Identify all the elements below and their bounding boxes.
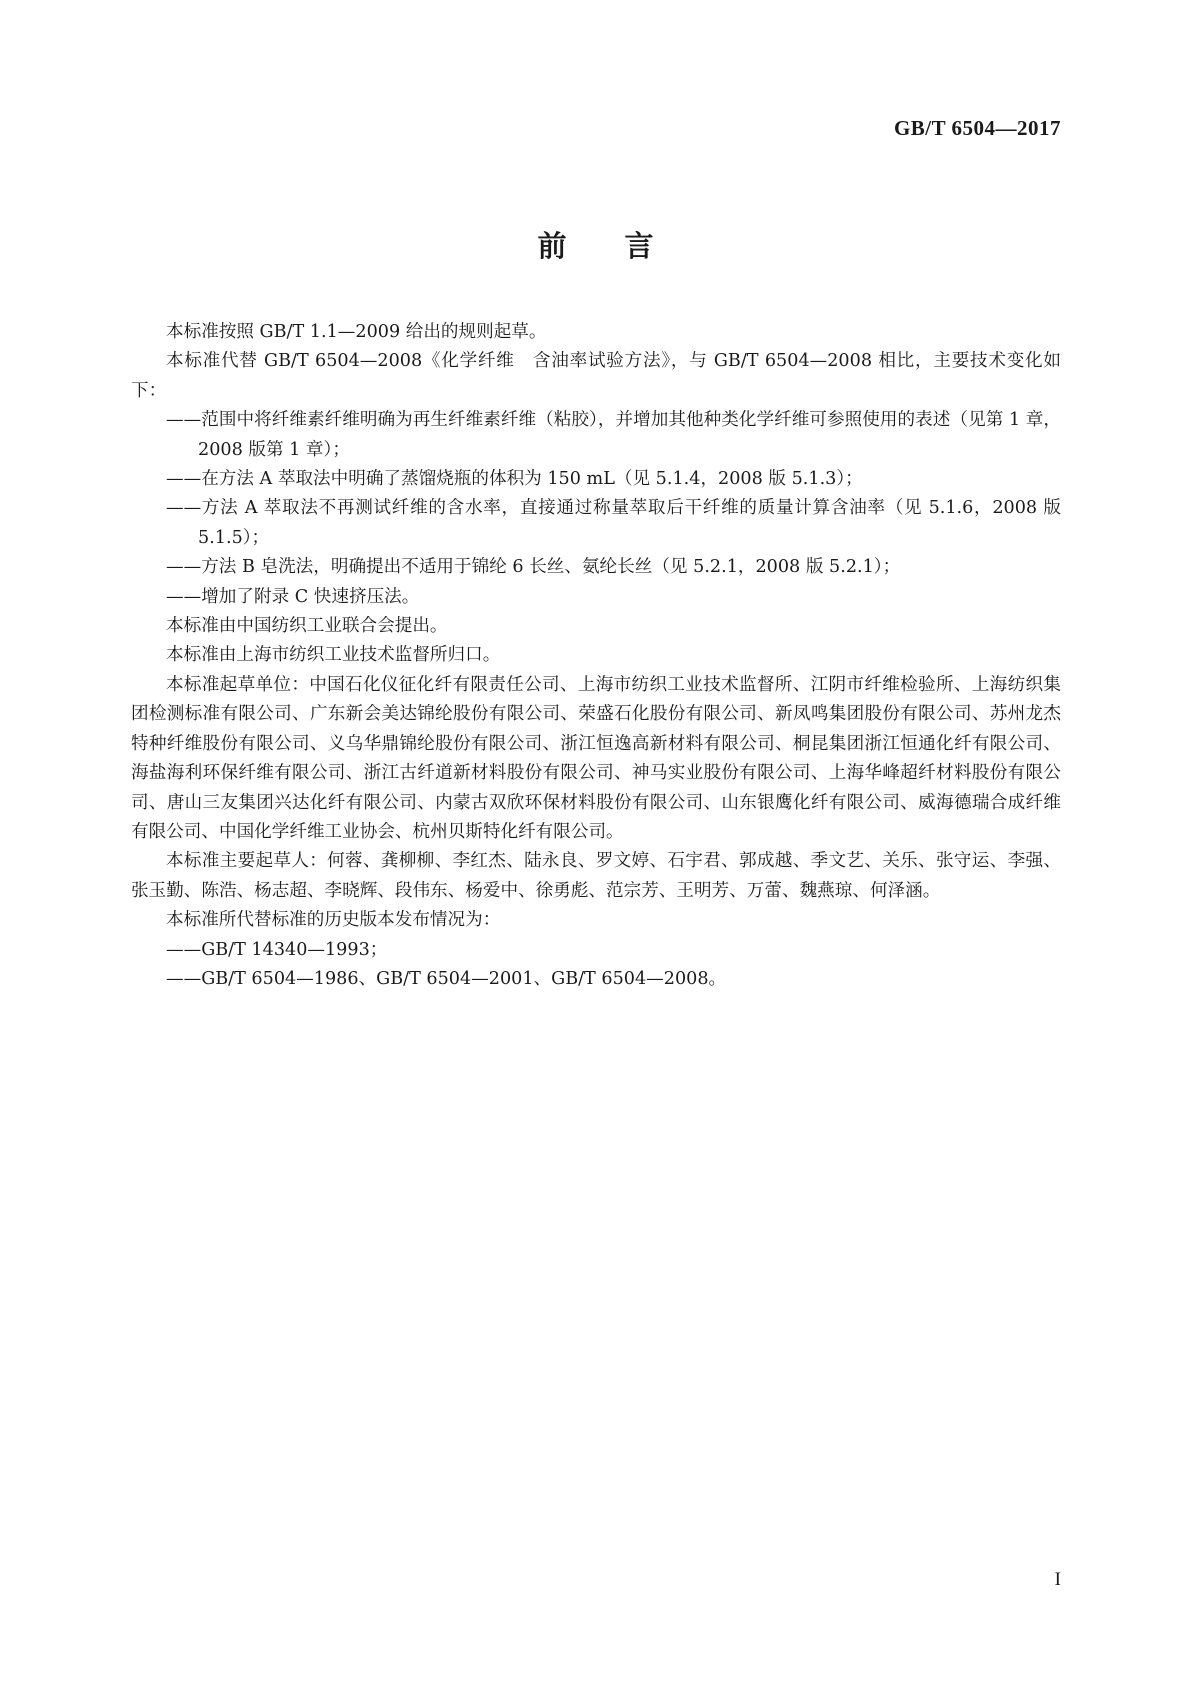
- change-item: ——在方法 A 萃取法中明确了蒸馏烧瓶的体积为 150 mL（见 5.1.4，2008 版 5.1.3）；: [166, 469, 863, 490]
- title-char-1: 前: [537, 229, 567, 263]
- history-item: ——GB/T 14340—1993；: [166, 939, 388, 960]
- paragraph-drafters: 本标准主要起草人：何蓉、龚柳柳、李红杰、陆永良、罗文婷、石宇君、郭成越、季文艺、关乐、张守运、李强、张玉勤、陈浩、杨志超、李晓辉、段伟东、杨爱中、徐勇彪、范宗芳、王明芳、万蕾、魏燕琼、何泽涵。: [131, 851, 1061, 901]
- page-number: I: [1054, 1569, 1061, 1590]
- change-item: ——方法 B 皂洗法，明确提出不适用于锦纶 6 长丝、氨纶长丝（见 5.2.1，2008 版 5.2.1）；: [166, 557, 901, 578]
- paragraph-drafting-rules: 本标准按照 GB/T 1.1—2009 给出的规则起草。: [166, 322, 547, 342]
- paragraph-history-intro: 本标准所代替标准的历史版本发布情况为：: [166, 910, 501, 931]
- page-title: [0, 224, 1191, 265]
- foreword-body: [131, 318, 1061, 994]
- paragraph-proposer: 本标准由中国纺织工业联合会提出。: [166, 616, 448, 637]
- change-item: ——方法 A 萃取法不再测试纤维的含水率，直接通过称量萃取后干纤维的质量计算含油率（见 5.1.6，2008 版 5.1.5）；: [166, 498, 1061, 548]
- change-item: ——增加了附录 C 快速挤压法。: [166, 586, 420, 607]
- history-item: ——GB/T 6504—1986、GB/T 6504—2001、GB/T 6504—2008。: [166, 968, 727, 989]
- paragraph-replacement: 本标准代替 GB/T 6504—2008《化学纤维 含油率试验方法》，与 GB/T 6504—2008 相比，主要技术变化如下：: [131, 351, 1061, 401]
- change-item: ——范围中将纤维素纤维明确为再生纤维素纤维（粘胶），并增加其他种类化学纤维可参照使用的表述（见第 1 章，2008 版第 1 章）；: [166, 410, 1061, 460]
- title-char-2: 言: [624, 229, 654, 263]
- paragraph-drafting-units: 本标准起草单位：中国石化仪征化纤有限责任公司、上海市纺织工业技术监督所、江阴市纤维检验所、上海纺织集团检测标准有限公司、广东新会美达锦纶股份有限公司、荣盛石化股份有限公司、新凤鸣集团股份有限公司、苏州龙杰特种纤维股份有限公司、义乌华鼎锦纶股份有限公司、浙江恒逸高新材料有限公司、桐昆集团浙江恒通化纤有限公司、海盐海利环保纤维有限公司、浙江古纤道新材料股份有限公司、神马实业股份有限公司、上海华峰超纤材料股份有限公司、唐山三友集团兴达化纤有限公司、内蒙古双欣环保材料股份有限公司、山东银鹰化纤有限公司、威海德瑞合成纤维有限公司、中国化学纤维工业协会、杭州贝斯特化纤有限公司。: [131, 674, 1061, 842]
- standard-code: GB/T 6504—2017: [893, 116, 1061, 140]
- paragraph-administrator: 本标准由上海市纺织工业技术监督所归口。: [166, 645, 501, 666]
